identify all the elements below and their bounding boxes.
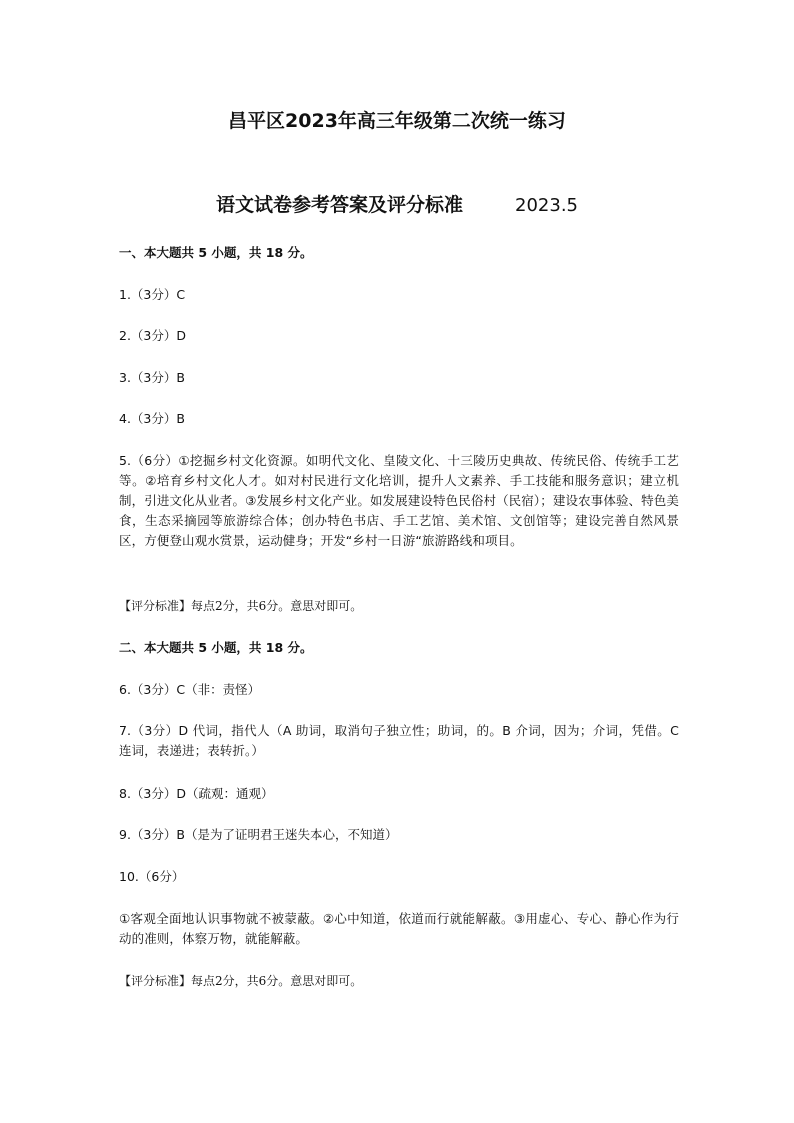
- answer-q2: 2.（3分）D: [119, 328, 187, 343]
- section-1-heading: 一、本大题共 5 小题，共 18 分。: [119, 245, 313, 260]
- answer-q5: 5.（6分）①挖掘乡村文化资源。如明代文化、皇陵文化、十三陵历史典故、传统民俗、传统手工艺等。②培育乡村文化人才。如对村民进行文化培训，提升人文素养、手工技能和服务意识；建立机制，引进文化从业者。③发展乡村文化产业。如发展建设特色民俗村（民宿）；建设农事体验、特色美食，生态采摘园等旅游综合体；创办特色书店、手工艺馆、美术馆、文创馆等；建设完善自然风景区，方便登山观水赏景，运动健身；开发“乡村一日游“旅游路线和项目。: [119, 453, 679, 548]
- answer-q10-content: ①客观全面地认识事物就不被蒙蔽。②心中知道，依道而行就能解蔽。③用虚心、专心、静心作为行动的准则，体察万物，就能解蔽。: [119, 911, 679, 946]
- answer-q6: 6.（3分）C（非：责怪）: [119, 682, 261, 697]
- document-title: 昌平区2023年高三年级第二次统一练习: [228, 110, 566, 132]
- answer-q10: 10.（6分）: [119, 869, 185, 884]
- section-2-heading: 二、本大题共 5 小题，共 18 分。: [119, 640, 313, 655]
- scoring-standard-1: 【评分标准】每点2分，共6分。意思对即可。: [119, 599, 363, 613]
- answer-q1: 1.（3分）C: [119, 287, 186, 302]
- subtitle-text: 语文试卷参考答案及评分标准: [216, 194, 464, 216]
- answer-q3: 3.（3分）B: [119, 370, 185, 385]
- exam-date: 2023.5: [515, 195, 578, 216]
- answer-q8: 8.（3分）D（疏观：通观）: [119, 786, 274, 801]
- answer-q4: 4.（3分）B: [119, 411, 185, 426]
- answer-q7: 7.（3分）D 代词，指代人（A 助词，取消句子独立性；助词，的。B 介词，因为；介词，凭借。C 连词，表递进；表转折。）: [119, 723, 679, 758]
- document-subtitle: [0, 190, 794, 217]
- scoring-standard-2: 【评分标准】每点2分，共6分。意思对即可。: [119, 974, 363, 988]
- answer-q9: 9.（3分）B（是为了证明君王迷失本心，不知道）: [119, 827, 398, 842]
